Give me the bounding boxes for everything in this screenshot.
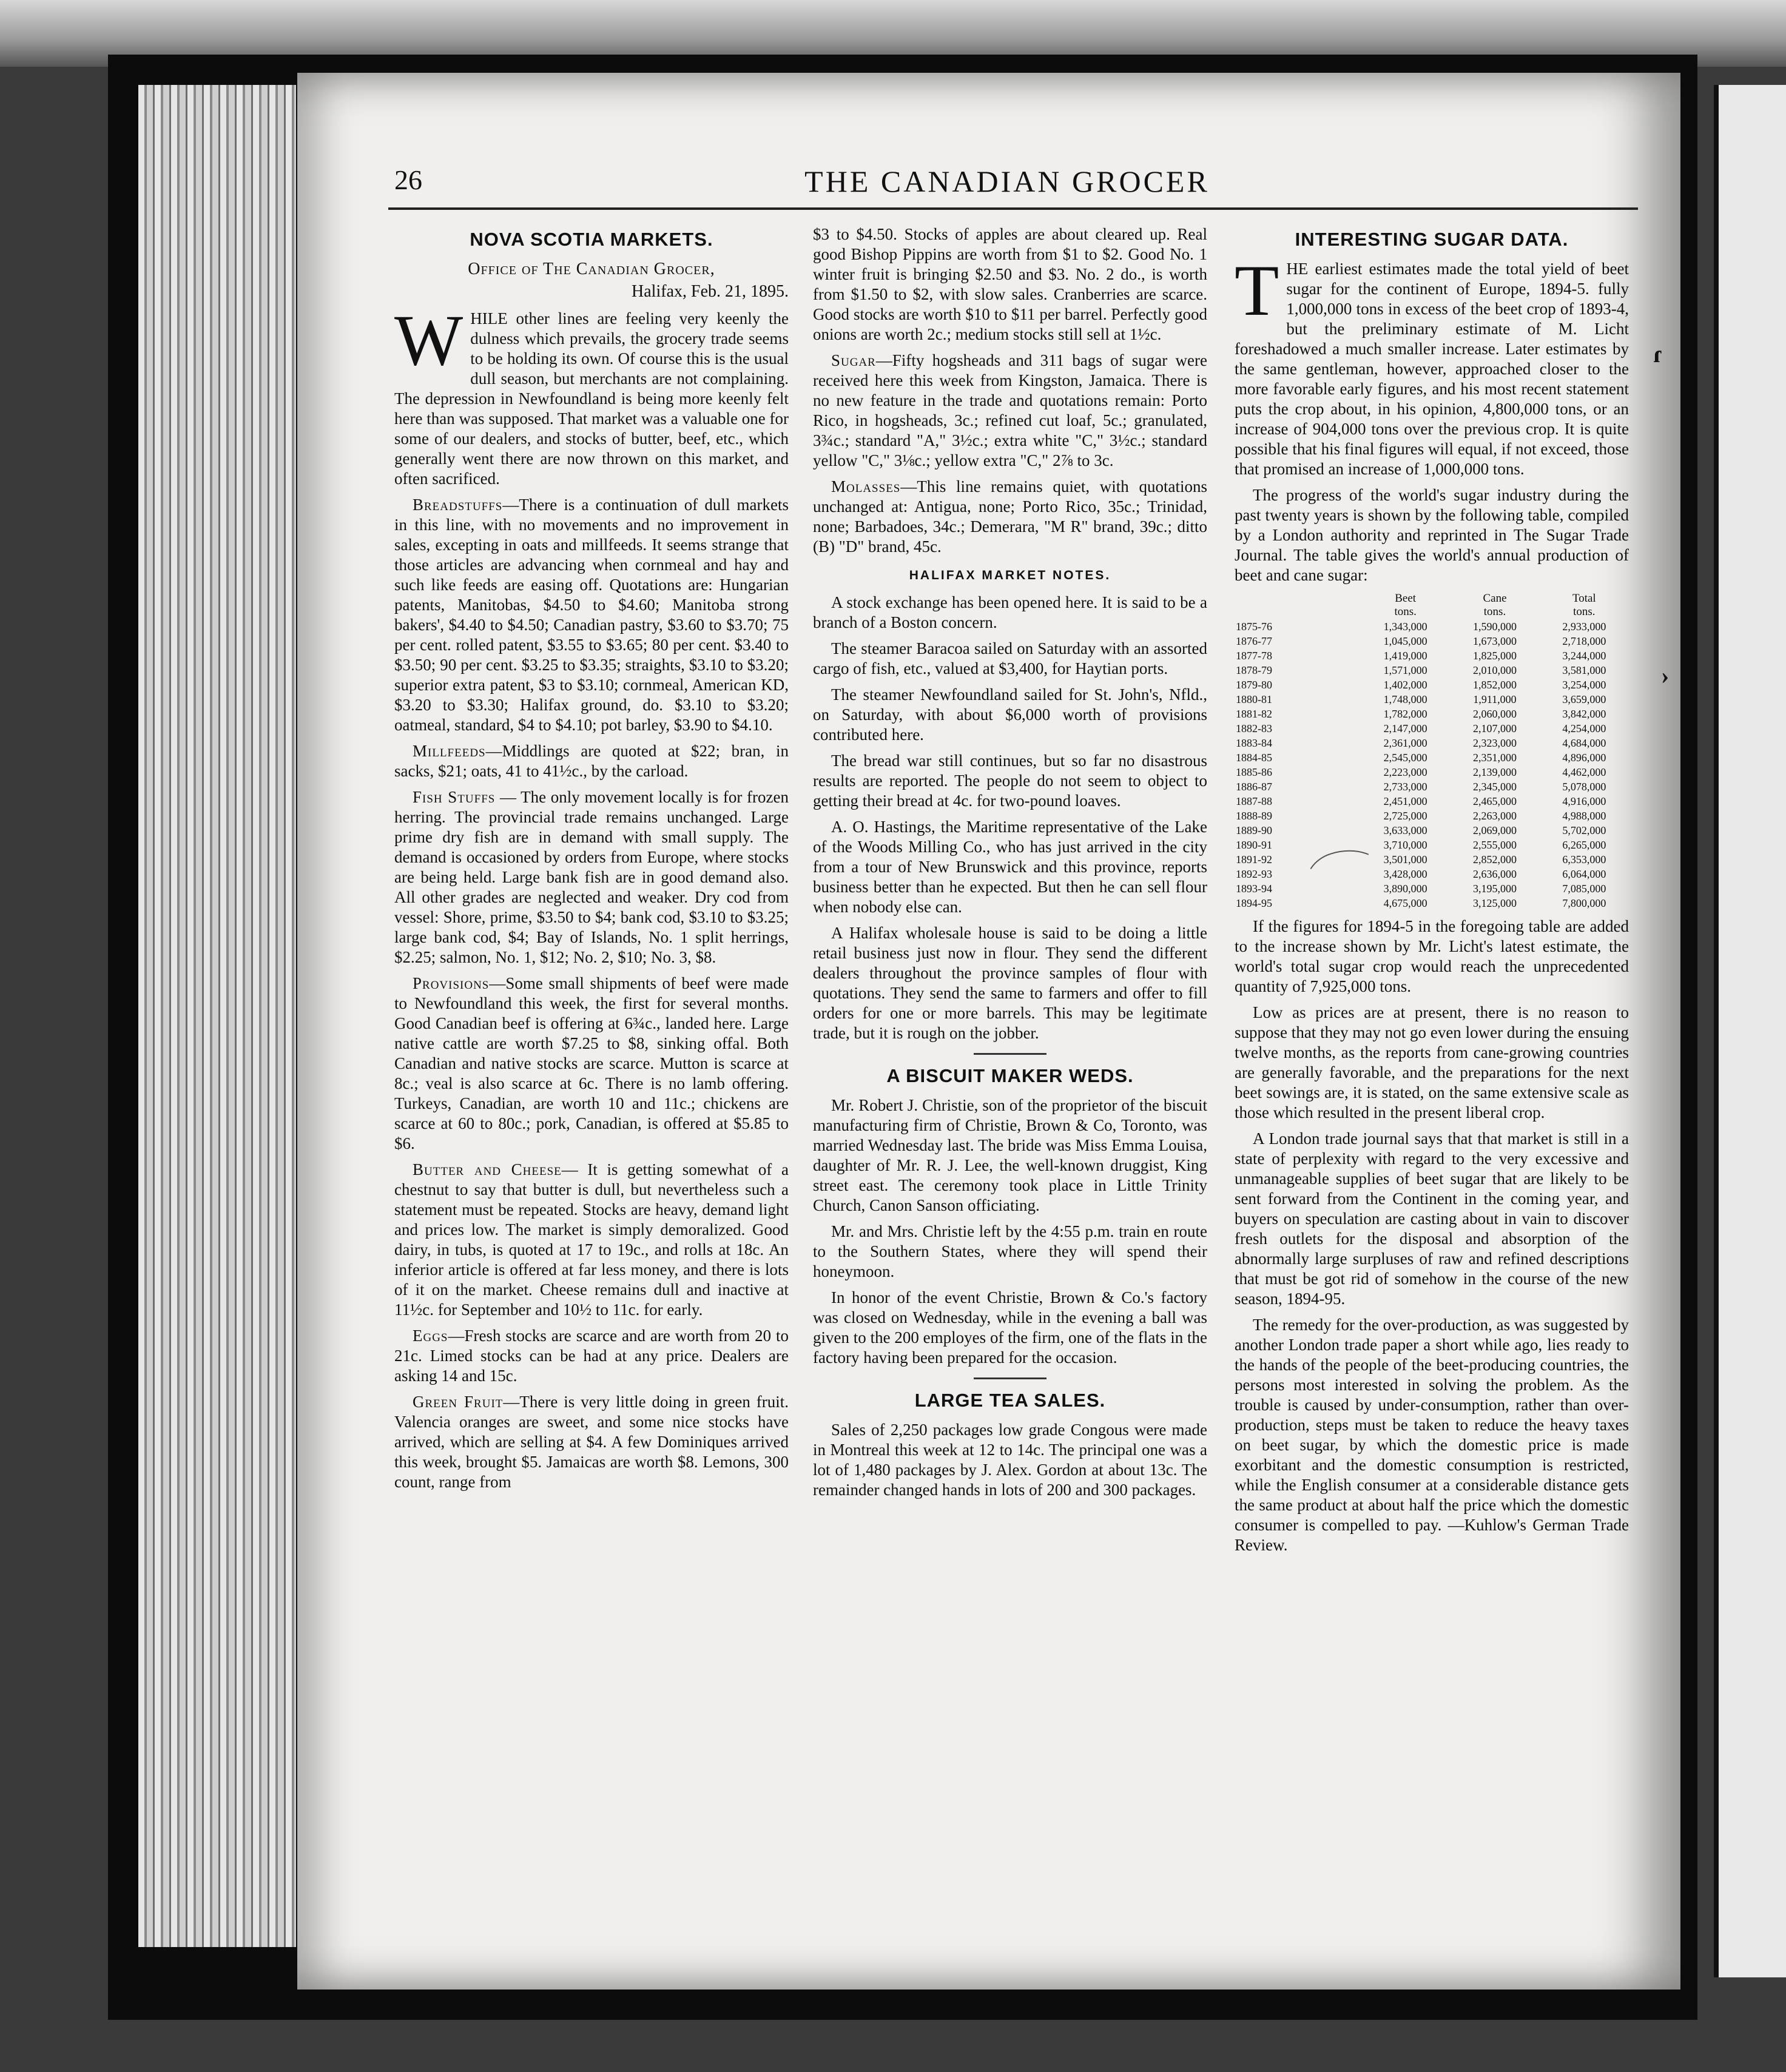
table-cell-cane: 3,195,000 xyxy=(1472,883,1517,895)
section-text: —Middlings are quoted at $22; bran, in sacks, $21; oats, 41 to 41½c., by the carload. xyxy=(394,742,789,780)
article-paragraph: A London trade journal says that that market is still in a state of perplexity with regard to the very excessive and unmanageable supplies of beet sugar that are likely to be sent forward from the Continent in the coming year, and buyers on speculation are casting about in vain to discover fresh outlets for the disposal and absorption of the abnormally large surpluses of raw and refined descriptions that must be got rid of somehow in the course of the new season, 1894-95. xyxy=(1235,1129,1629,1308)
table-cell-year: 1894-95 xyxy=(1236,897,1272,909)
table-cell-total: 6,064,000 xyxy=(1562,868,1606,880)
note-paragraph: The bread war still continues, but so far no disastrous results are reported. The people do not seem to object to getting their bread at 4c. for two-pound loaves. xyxy=(813,752,1207,810)
table-row xyxy=(1235,794,1629,809)
sugar-production-table xyxy=(1235,591,1629,910)
table-cell-total: 4,916,000 xyxy=(1562,795,1606,807)
note-paragraph: A. O. Hastings, the Maritime representative of the Lake of the Woods Milling Co., who has just arrived in the city from a tour of New Brunswick and this province, reports business better than he expected. But then he can sell flour when nobody else can. xyxy=(813,818,1207,916)
table-cell-cane: 2,465,000 xyxy=(1472,795,1517,807)
table-row xyxy=(1235,634,1629,648)
table-cell-cane: 2,852,000 xyxy=(1472,853,1517,866)
table-cell-beet: 2,451,000 xyxy=(1383,795,1427,807)
sugar-paragraphs xyxy=(1235,917,1629,1555)
section-text: —Fresh stocks are scarce and are worth from 20 to 21c. Limed stocks can be had at any price. Dealers are asking 14 and 15c. xyxy=(394,1327,789,1385)
table-cell-beet: 3,501,000 xyxy=(1383,853,1427,866)
drop-cap: T xyxy=(1235,250,1279,331)
table-cell-year: 1877-78 xyxy=(1236,650,1272,662)
section-label: Provisions xyxy=(413,974,490,992)
table-cell-year: 1881-82 xyxy=(1236,708,1272,720)
note-paragraph: A stock exchange has been opened here. It is said to be a branch of a Boston concern. xyxy=(813,593,1207,631)
table-cell-beet: 3,890,000 xyxy=(1383,883,1427,895)
table-row xyxy=(1235,648,1629,663)
table-cell-beet: 1,343,000 xyxy=(1383,621,1427,633)
table-cell-year: 1893-94 xyxy=(1236,883,1272,895)
note-paragraph: The steamer Baracoa sailed on Saturday with an assorted cargo of fish, etc., valued at $3,400, for Haytian ports. xyxy=(813,639,1207,678)
section-text: —There is very little doing in green fruit. Valencia oranges are sweet, and some nice stocks have arrived, which are selling at $4. A few Dominiques arrived this week, brought $5. Jamaicas are worth $8. Lemons, 300 count, range from xyxy=(394,1393,789,1491)
table-cell-total: 5,078,000 xyxy=(1562,781,1606,793)
table-row xyxy=(1235,867,1629,881)
column-3 xyxy=(1235,224,1629,1561)
market-section xyxy=(394,974,789,1154)
table-cell-year: 1892-93 xyxy=(1236,868,1272,880)
table-cell-total: 3,659,000 xyxy=(1562,693,1606,705)
drop-cap: W xyxy=(394,300,463,380)
table-row xyxy=(1235,881,1629,896)
section-label: Sugar xyxy=(831,351,876,369)
section-label: Butter and Cheese xyxy=(413,1160,562,1179)
market-section xyxy=(813,477,1207,557)
table-cell-beet: 3,633,000 xyxy=(1383,824,1427,836)
table-header-year xyxy=(1235,591,1361,619)
column-1 xyxy=(394,224,789,1498)
table-cell-cane: 3,125,000 xyxy=(1472,897,1517,909)
tea-article xyxy=(813,1420,1207,1500)
section-label: Green Fruit xyxy=(413,1393,504,1411)
table-row xyxy=(1235,736,1629,750)
article-paragraph: The remedy for the over-production, as was suggested by another London trade paper a short while ago, lies ready to the hands of the people of the beet-producing countries, the persons most interested in solving the problem. As the trouble is caused by under-consumption, rather than over-production, steps must be taken to reduce the heavy taxes on beet sugar, by which the domestic price is made exorbitant and the domestic consumption is restricted, while the English consumer at a considerable distance gets the same product at about half the price which the domestic consumer is compelled to pay. —Kuhlow's German Trade Review. xyxy=(1235,1316,1629,1554)
market-section xyxy=(394,741,789,781)
article-paragraph: Mr. Robert J. Christie, son of the proprietor of the biscuit manufacturing firm of Christie, Brown & Co, Toronto, was married Wednesday last. The bride was Miss Emma Louisa, daughter of Mr. R. J. Lee, the well-known druggist, King street east. The ceremony took place in Little Trinity Church, Canon Sanson officiating. xyxy=(813,1096,1207,1214)
section-text: —There is a continuation of dull markets in this line, with no movements and no improvement in sales, excepting in oats and millfeeds. It seems strange that those articles are advancing when cornmeal and hay and such like feeds are easing off. Quotations are: Hungarian patents, Manitobas, $4.50 to $4.60; Manitoba strong bakers', $4.40 to $4.50; Canadian pastry, $3.60 to $3.70; 75 per cent. rolled patent, $3.55 to $3.65; 80 per cent. $3.40 to $3.50; 90 per cent. $3.25 to $3.35; straights, $3.10 to $3.20; superior extra patent, $3 to $3.10; cornmeal, American KD, $3.20 to $3.30; Halifax ground, do. $3.10 to $3.20; oatmeal, standard, $4 to $4.10; pot barley, $3.90 to $4.10. xyxy=(394,496,789,734)
section-text: — It is getting somewhat of a chestnut to say that butter is dull, but nevertheless such a statement must be repeated. Stocks are heavy, demand light and prices low. The market is simply demoralized. Good dairy, in tubs, is quoted at 17 to 19c., and rolls at 18c. An inferior article is offered at far less money, and there is lots of it on the market. Cheese remains dull and inactive at 11½c. for September and 10½ to 11c. for early. xyxy=(394,1160,789,1319)
table-cell-year: 1879-80 xyxy=(1236,679,1272,691)
table-cell-cane: 2,060,000 xyxy=(1472,708,1517,720)
table-cell-total: 4,254,000 xyxy=(1562,722,1606,735)
table-row xyxy=(1235,896,1629,910)
market-sections xyxy=(394,495,789,1492)
table-cell-cane: 1,825,000 xyxy=(1472,650,1517,662)
table-cell-total: 2,718,000 xyxy=(1562,635,1606,647)
separator xyxy=(974,1053,1046,1055)
article-paragraph: Low as prices are at present, there is no reason to suppose that they may not go even lower during the ensuing twelve months, as the reports from cane-growing countries are generally favorable, and the preparations for the next beet sowings are, it is stated, on the same extensive scale as those which resulted in the present liberal crop. xyxy=(1235,1003,1629,1122)
section-label: Breadstuffs xyxy=(413,496,503,514)
table-header-total: Total tons. xyxy=(1572,592,1596,618)
table-row xyxy=(1235,765,1629,779)
table-cell-total: 6,353,000 xyxy=(1562,853,1606,866)
article-paragraph: In honor of the event Christie, Brown & Co.'s factory was closed on Wednesday, while in the evening a ball was given to the 200 employes of the firm, one of the flats in the factory having been prepared for the occasion. xyxy=(813,1288,1207,1367)
halifax-notes-heading: HALIFAX MARKET NOTES. xyxy=(909,568,1111,582)
market-section xyxy=(813,351,1207,471)
table-cell-cane: 2,345,000 xyxy=(1472,781,1517,793)
table-cell-cane: 2,107,000 xyxy=(1472,722,1517,735)
table-cell-total: 4,896,000 xyxy=(1562,752,1606,764)
section-text: —Fifty hogsheads and 311 bags of sugar were received here this week from Kingston, Jamaica. There is no new feature in the trade and quotations remain: Porto Rico, in hogsheads, 3c.; refined cut loaf, 5c.; granulated, 3¾c.; standard "A," 3½c.; extra white "C," 3½c.; standard yellow "C," 3⅛c.; yellow extra "C," 2⅞ to 3c. xyxy=(813,351,1207,469)
separator xyxy=(974,1377,1046,1379)
table-row xyxy=(1235,692,1629,707)
table-row xyxy=(1235,678,1629,692)
table-row xyxy=(1235,852,1629,867)
table-cell-cane: 2,263,000 xyxy=(1472,810,1517,822)
intro-paragraph: WHILE other lines are feeling very keenly the dulness which prevails, the grocery trade seems to be holding its own. Of course this is the usual dull season, but merchants are not complaining. The depression in Newfoundland is being more keenly felt here than was supposed. That market was a valuable one for some of our dealers, and stocks of butter, beef, etc., which generally went there are now thrown on this market, and often sacrificed. xyxy=(394,300,789,488)
table-row xyxy=(1235,750,1629,765)
table-cell-beet: 2,725,000 xyxy=(1383,810,1427,822)
office-line: Office of The Canadian Grocer, xyxy=(468,260,715,278)
market-section xyxy=(394,787,789,967)
table-row xyxy=(1235,823,1629,838)
table-cell-beet: 1,045,000 xyxy=(1383,635,1427,647)
market-section xyxy=(394,1326,789,1386)
table-cell-total: 3,244,000 xyxy=(1562,650,1606,662)
article-paragraph: If the figures for 1894-5 in the foregoing table are added to the increase shown by Mr. Licht's latest estimate, the world's total sugar crop would reach the unprecedented quantity of 7,925,000 tons. xyxy=(1235,917,1629,995)
table-cell-beet: 2,223,000 xyxy=(1383,766,1427,778)
table-row xyxy=(1235,779,1629,794)
biscuit-article xyxy=(813,1095,1207,1368)
section-text: —This line remains quiet, with quotations unchanged at: Antigua, none; Porto Rico, 35c.; Trinidad, none; Barbadoes, 34c.; Demerara, "M R" brand, 39c.; ditto (B) "D" brand, 45c. xyxy=(813,477,1207,556)
table-row xyxy=(1235,619,1629,634)
biscuit-heading: A BISCUIT MAKER WEDS. xyxy=(886,1065,1134,1086)
table-cell-cane: 2,351,000 xyxy=(1472,752,1517,764)
section-text: — The only movement locally is for frozen herring. The provincial trade remains unchanged. Large prime dry fish are in demand with small supply. The demand is occasioned by orders from Europe, where stocks are being held. Large bank fish are in good demand also. All other grades are neglected and weaker. Dry cod from vessel: Shore, prime, $3.50 to $4; bank cod, $3.10 to $3.25; large bank cod, $4; Bay of Islands, No. 1 split herrings, $2.25; salmon, No. 1, $12; No. 2, $10; No. 3, $8. xyxy=(394,788,789,966)
fruit-continuation: $3 to $4.50. Stocks of apples are about cleared up. Real good Bishop Pippins are worth from $1 to $2. Good No. 1 winter fruit is bringing $2.50 and $3. No. 2 do., is worth from $1.50 to $2, with slow sales. Cranberries are scarce. Good stocks are worth $10 to $11 per barrel. Perfectly good onions are worth 2c.; medium stocks still sell at 1½c. xyxy=(813,225,1207,343)
header-rule xyxy=(388,207,1638,210)
table-cell-cane: 2,010,000 xyxy=(1472,664,1517,676)
sugar-intro: THE earliest estimates made the total yield of beet sugar for the continent of Europe, 1894-5. fully 1,000,000 tons in excess of the beet crop of 1893-4, but the preliminary estimate of M. Licht foreshadowed a much smaller increase. Later estimates by the same gentleman, however, approached closer to the more favorable early figures, and his most recent statement puts the crop about, in his opinion, 4,800,000 tons, or an increase of 904,000 tons over the previous crop. It is quite possible that his final figures will equal, if not exceed, those that promised an increase of 1,000,000 tons. xyxy=(1235,250,1629,478)
table-cell-beet: 2,147,000 xyxy=(1383,722,1427,735)
tea-heading: LARGE TEA SALES. xyxy=(914,1390,1106,1411)
table-cell-cane: 1,852,000 xyxy=(1472,679,1517,691)
table-cell-beet: 4,675,000 xyxy=(1383,897,1427,909)
column-2 xyxy=(813,224,1207,1506)
table-cell-cane: 1,911,000 xyxy=(1473,693,1517,705)
table-intro: The progress of the world's sugar industry during the past twenty years is shown by the following table, compiled by a London authority and reprinted in The Sugar Trade Journal. The table gives the world's annual production of beet and cane sugar: xyxy=(1235,486,1629,584)
headline-sugar-data: INTERESTING SUGAR DATA. xyxy=(1295,229,1569,250)
table-cell-year: 1878-79 xyxy=(1236,664,1272,676)
table-cell-beet: 2,545,000 xyxy=(1383,752,1427,764)
halifax-notes xyxy=(813,593,1207,1043)
table-cell-cane: 2,139,000 xyxy=(1472,766,1517,778)
section-text: —Some small shipments of beef were made to Newfoundland this week, the first for several months. Good Canadian beef is offering at 6¾c., landed here. Large native cattle are worth $7.25 to $8, sinking offal. Both Canadian and native stocks are scarce. Mutton is scarce at 8c.; veal is also scarce at 6c. There is no lamb offering. Turkeys, Canadian, are worth 10 and 11c.; chickens are scarce at 60 to 80c.; pork, Canadian, is offered at $5.85 to $6. xyxy=(394,974,789,1152)
table-cell-cane: 2,323,000 xyxy=(1472,737,1517,749)
note-paragraph: A Halifax wholesale house is said to be doing a little retail business just now in flour. They send the different dealers throughout the province samples of flour with quotations. They send the same to farmers and offer to fill orders for one or more barrels. This may be legitimate trade, but it is rough on the jobber. xyxy=(813,924,1207,1042)
article-paragraph: Sales of 2,250 packages low grade Congous were made in Montreal this week at 12 to 14c. The principal one was a lot of 1,480 packages by J. Alex. Gordon at about 13c. The remainder changed hands in lots of 200 and 300 packages. xyxy=(813,1421,1207,1499)
table-cell-year: 1889-90 xyxy=(1236,824,1272,836)
table-cell-cane: 2,069,000 xyxy=(1472,824,1517,836)
table-cell-cane: 1,673,000 xyxy=(1472,635,1517,647)
table-cell-total: 5,702,000 xyxy=(1562,824,1606,836)
table-cell-beet: 2,361,000 xyxy=(1383,737,1427,749)
table-cell-total: 2,933,000 xyxy=(1562,621,1606,633)
table-cell-total: 3,842,000 xyxy=(1562,708,1606,720)
table-cell-year: 1888-89 xyxy=(1236,810,1272,822)
table-cell-total: 7,085,000 xyxy=(1562,883,1606,895)
table-cell-total: 4,684,000 xyxy=(1562,737,1606,749)
market-sections-2 xyxy=(813,351,1207,557)
table-cell-beet: 3,710,000 xyxy=(1383,839,1427,851)
section-label: Eggs xyxy=(413,1327,448,1345)
table-cell-year: 1880-81 xyxy=(1236,693,1272,705)
table-cell-year: 1883-84 xyxy=(1236,737,1272,749)
table-cell-beet: 2,733,000 xyxy=(1383,781,1427,793)
table-cell-beet: 1,748,000 xyxy=(1383,693,1427,705)
section-label: Fish Stuffs xyxy=(413,788,496,806)
table-cell-beet: 1,419,000 xyxy=(1383,650,1427,662)
table-cell-cane: 2,555,000 xyxy=(1472,839,1517,851)
table-cell-total: 3,581,000 xyxy=(1562,664,1606,676)
table-header-beet: Beet tons. xyxy=(1394,592,1417,618)
table-cell-year: 1876-77 xyxy=(1236,635,1272,647)
margin-mark: › xyxy=(1661,662,1670,689)
table-cell-beet: 3,428,000 xyxy=(1383,868,1427,880)
table-cell-year: 1890-91 xyxy=(1236,839,1272,851)
section-label: Molasses xyxy=(831,477,901,496)
page-edges xyxy=(138,85,296,1947)
table-row xyxy=(1235,721,1629,736)
table-cell-beet: 1,782,000 xyxy=(1383,708,1427,720)
table-cell-total: 4,462,000 xyxy=(1562,766,1606,778)
table-cell-total: 3,254,000 xyxy=(1562,679,1606,691)
dateline: Halifax, Feb. 21, 1895. xyxy=(632,282,789,301)
table-cell-total: 6,265,000 xyxy=(1562,839,1606,851)
table-cell-total: 4,988,000 xyxy=(1562,810,1606,822)
table-cell-beet: 1,571,000 xyxy=(1383,664,1427,676)
table-cell-cane: 1,590,000 xyxy=(1472,621,1517,633)
table-cell-year: 1885-86 xyxy=(1236,766,1272,778)
table-cell-year: 1886-87 xyxy=(1236,781,1272,793)
article-paragraph: Mr. and Mrs. Christie left by the 4:55 p.m. train en route to the Southern States, where they will spend their honeymoon. xyxy=(813,1222,1207,1280)
headline-nova-scotia: NOVA SCOTIA MARKETS. xyxy=(470,229,713,250)
table-row xyxy=(1235,838,1629,852)
table-cell-year: 1887-88 xyxy=(1236,795,1272,807)
table-cell-beet: 1,402,000 xyxy=(1383,679,1427,691)
margin-mark: ɾ xyxy=(1653,340,1663,368)
table-header-cane: Cane tons. xyxy=(1483,592,1507,618)
table-cell-total: 7,800,000 xyxy=(1562,897,1606,909)
table-cell-cane: 2,636,000 xyxy=(1472,868,1517,880)
table-cell-year: 1891-92 xyxy=(1236,853,1272,866)
note-paragraph: The steamer Newfoundland sailed for St. John's, Nfld., on Saturday, with about $6,000 worth of provisions contributed here. xyxy=(813,685,1207,744)
facing-page-edge xyxy=(1714,85,1786,1977)
table-row xyxy=(1235,707,1629,721)
market-section xyxy=(394,495,789,735)
table-body xyxy=(1235,619,1629,910)
table-cell-year: 1884-85 xyxy=(1236,752,1272,764)
running-title: THE CANADIAN GROCER xyxy=(804,164,1210,198)
section-label: Millfeeds xyxy=(413,742,486,760)
table-cell-year: 1875-76 xyxy=(1236,621,1272,633)
market-section xyxy=(394,1392,789,1492)
table-row xyxy=(1235,809,1629,823)
page-number: 26 xyxy=(394,164,422,195)
table-row xyxy=(1235,663,1629,678)
market-section xyxy=(394,1160,789,1320)
table-cell-year: 1882-83 xyxy=(1236,722,1272,735)
